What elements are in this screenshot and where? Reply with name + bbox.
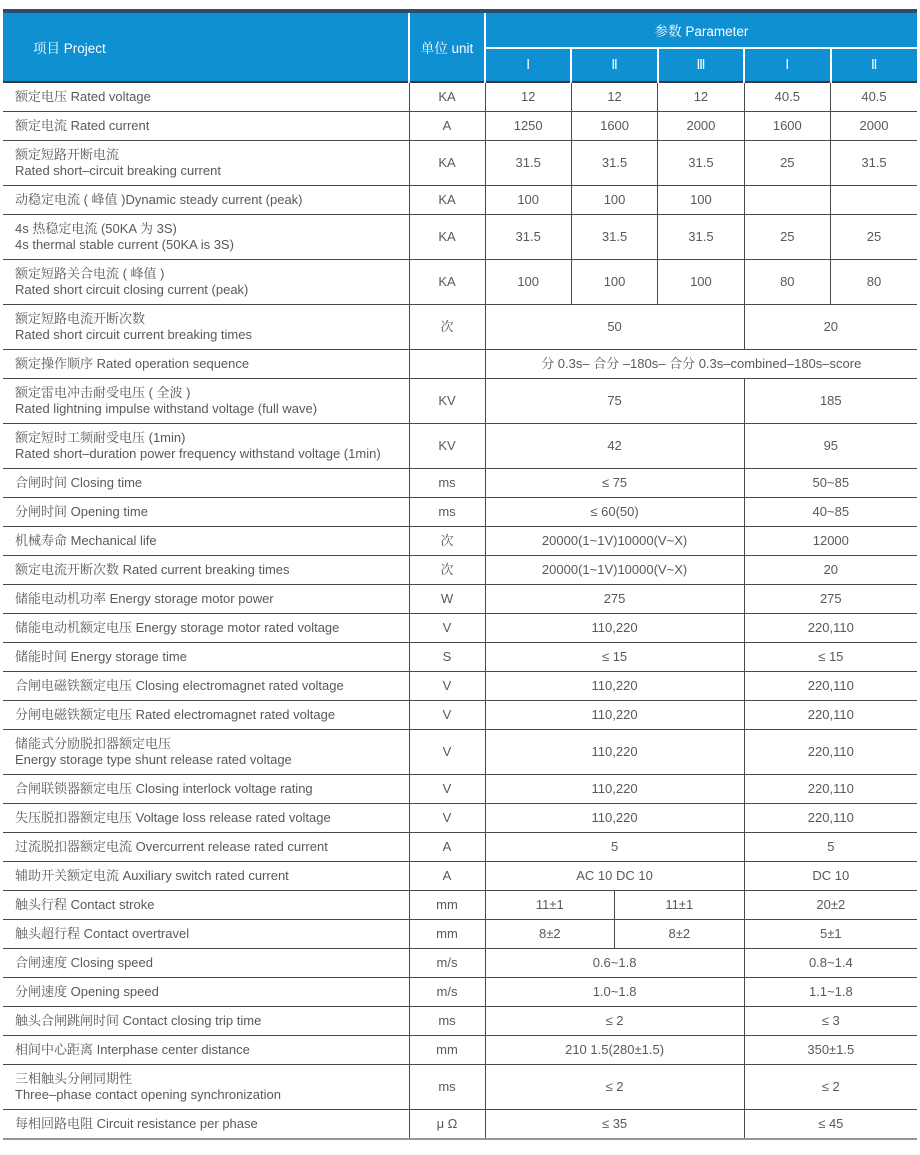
- table-row: [3, 862, 917, 891]
- row-value: 110,220: [485, 730, 744, 775]
- row-value: 11±1: [485, 891, 615, 920]
- row-unit: ms: [409, 469, 485, 498]
- row-value: 2000: [658, 112, 744, 141]
- row-value: 220,110: [744, 804, 917, 833]
- row-unit: V: [409, 804, 485, 833]
- row-value: 31.5: [485, 141, 571, 186]
- row-value: 220,110: [744, 730, 917, 775]
- row-label: 4s 热稳定电流 (50KA 为 3S) 4s thermal stable current (50KA is 3S): [3, 215, 409, 260]
- row-value: 25: [744, 141, 830, 186]
- row-value: 31.5: [571, 141, 657, 186]
- row-unit: KV: [409, 379, 485, 424]
- row-value: 25: [744, 215, 830, 260]
- row-label: 额定短路开断电流 Rated short–circuit breaking current: [3, 141, 409, 186]
- table-row: [3, 556, 917, 585]
- header-unit-cell: 单位 unit: [409, 11, 485, 82]
- spec-table: [3, 9, 917, 1140]
- header-subcol-4: Ⅰ: [744, 48, 830, 82]
- table-row: [3, 730, 917, 775]
- table-row: [3, 1007, 917, 1036]
- row-unit: mm: [409, 920, 485, 949]
- table-row: [3, 891, 917, 920]
- table-row: [3, 424, 917, 469]
- row-value: 75: [485, 379, 744, 424]
- row-label: 三相触头分闸同期性 Three–phase contact opening synchronization: [3, 1065, 409, 1110]
- row-value: [744, 186, 830, 215]
- row-value: 50~85: [744, 469, 917, 498]
- row-label: 储能式分励脱扣器额定电压 Energy storage type shunt release rated voltage: [3, 730, 409, 775]
- row-unit: ms: [409, 1065, 485, 1110]
- row-value: 100: [571, 260, 657, 305]
- row-value: 2000: [831, 112, 918, 141]
- row-value: 0.8~1.4: [744, 949, 917, 978]
- row-value: DC 10: [744, 862, 917, 891]
- table-row: [3, 215, 917, 260]
- row-value: 100: [571, 186, 657, 215]
- row-value: 31.5: [571, 215, 657, 260]
- row-label: 储能时间 Energy storage time: [3, 643, 409, 672]
- table-row: [3, 186, 917, 215]
- header-project-cell: 项目 Project: [3, 11, 409, 82]
- row-value: 0.6~1.8: [485, 949, 744, 978]
- row-value: 31.5: [485, 215, 571, 260]
- table-row: [3, 978, 917, 1007]
- row-label: 机械寿命 Mechanical life: [3, 527, 409, 556]
- table-row: [3, 141, 917, 186]
- row-label: 触头合闸跳闸时间 Contact closing trip time: [3, 1007, 409, 1036]
- row-value: ≤ 60(50): [485, 498, 744, 527]
- table-row: [3, 498, 917, 527]
- row-value: ≤ 35: [485, 1110, 744, 1140]
- row-value: ≤ 75: [485, 469, 744, 498]
- table-row: [3, 305, 917, 350]
- header-row-main: [3, 11, 917, 48]
- row-unit: ms: [409, 498, 485, 527]
- row-label: 合闸时间 Closing time: [3, 469, 409, 498]
- table-row: [3, 920, 917, 949]
- row-unit: V: [409, 775, 485, 804]
- header-subcol-1: Ⅰ: [485, 48, 571, 82]
- row-value: 40.5: [744, 82, 830, 112]
- row-value: 31.5: [658, 141, 744, 186]
- table-row: [3, 527, 917, 556]
- row-label: 额定电压 Rated voltage: [3, 82, 409, 112]
- row-unit: V: [409, 730, 485, 775]
- table-row: [3, 701, 917, 730]
- row-value: 110,220: [485, 775, 744, 804]
- row-label: 额定短路电流开断次数 Rated short circuit current breaking times: [3, 305, 409, 350]
- row-unit: KV: [409, 424, 485, 469]
- row-value: 12000: [744, 527, 917, 556]
- row-unit: S: [409, 643, 485, 672]
- row-unit: 次: [409, 305, 485, 350]
- row-value: ≤ 2: [485, 1007, 744, 1036]
- table-row: [3, 469, 917, 498]
- row-label: 额定电流 Rated current: [3, 112, 409, 141]
- row-value: 分 0.3s– 合分 –180s– 合分 0.3s–combined–180s–score: [485, 350, 917, 379]
- row-value: ≤ 15: [744, 643, 917, 672]
- header-subcol-5: Ⅱ: [831, 48, 918, 82]
- row-label: 辅助开关额定电流 Auxiliary switch rated current: [3, 862, 409, 891]
- row-label: 额定电流开断次数 Rated current breaking times: [3, 556, 409, 585]
- row-label: 储能电动机功率 Energy storage motor power: [3, 585, 409, 614]
- table-row: [3, 585, 917, 614]
- row-unit: mm: [409, 891, 485, 920]
- header-parameter-cell: 参数 Parameter: [485, 11, 917, 48]
- table-row: [3, 1065, 917, 1110]
- table-row: [3, 112, 917, 141]
- row-label: 额定操作顺序 Rated operation sequence: [3, 350, 409, 379]
- row-unit: 次: [409, 527, 485, 556]
- table-row: [3, 672, 917, 701]
- row-unit: V: [409, 672, 485, 701]
- row-value: 8±2: [485, 920, 615, 949]
- row-value: 80: [744, 260, 830, 305]
- table-row: [3, 1036, 917, 1065]
- row-value: 100: [485, 260, 571, 305]
- row-value: 210 1.5(280±1.5): [485, 1036, 744, 1065]
- row-value: 40~85: [744, 498, 917, 527]
- row-value: 50: [485, 305, 744, 350]
- row-unit: A: [409, 112, 485, 141]
- row-value: 110,220: [485, 672, 744, 701]
- row-value: AC 10 DC 10: [485, 862, 744, 891]
- row-value: 350±1.5: [744, 1036, 917, 1065]
- row-unit: [409, 350, 485, 379]
- table-row: [3, 1110, 917, 1140]
- row-value: 100: [485, 186, 571, 215]
- row-unit: 次: [409, 556, 485, 585]
- table-body: [3, 82, 917, 1139]
- row-label: 分闸电磁铁额定电压 Rated electromagnet rated voltage: [3, 701, 409, 730]
- table-row: [3, 949, 917, 978]
- row-value: 80: [831, 260, 918, 305]
- row-value: ≤ 2: [744, 1065, 917, 1110]
- row-value: 275: [485, 585, 744, 614]
- row-value: 12: [658, 82, 744, 112]
- row-unit: V: [409, 614, 485, 643]
- row-value: 220,110: [744, 614, 917, 643]
- row-unit: μ Ω: [409, 1110, 485, 1140]
- header-subcol-2: Ⅱ: [571, 48, 657, 82]
- row-label: 触头行程 Contact stroke: [3, 891, 409, 920]
- row-unit: KA: [409, 260, 485, 305]
- row-value: 31.5: [831, 141, 918, 186]
- row-value: 20: [744, 556, 917, 585]
- row-value: [831, 186, 918, 215]
- row-value: 1600: [744, 112, 830, 141]
- row-unit: V: [409, 701, 485, 730]
- row-unit: W: [409, 585, 485, 614]
- row-label: 合闸速度 Closing speed: [3, 949, 409, 978]
- row-label: 每相回路电阻 Circuit resistance per phase: [3, 1110, 409, 1140]
- row-unit: KA: [409, 215, 485, 260]
- row-label: 失压脱扣器额定电压 Voltage loss release rated voltage: [3, 804, 409, 833]
- row-value: 42: [485, 424, 744, 469]
- table-row: [3, 350, 917, 379]
- table-row: [3, 614, 917, 643]
- table-row: [3, 260, 917, 305]
- row-value: 110,220: [485, 804, 744, 833]
- row-unit: KA: [409, 186, 485, 215]
- row-value: 11±1: [615, 891, 745, 920]
- header-subcol-3: Ⅲ: [658, 48, 744, 82]
- row-value: ≤ 2: [485, 1065, 744, 1110]
- row-value: 5: [744, 833, 917, 862]
- row-value: 5±1: [744, 920, 917, 949]
- row-value: 1.1~1.8: [744, 978, 917, 1007]
- row-value: 110,220: [485, 701, 744, 730]
- row-value: ≤ 45: [744, 1110, 917, 1140]
- row-unit: mm: [409, 1036, 485, 1065]
- row-value: 95: [744, 424, 917, 469]
- row-label: 额定雷电冲击耐受电压 ( 全波 ) Rated lightning impulse withstand voltage (full wave): [3, 379, 409, 424]
- row-unit: KA: [409, 141, 485, 186]
- row-label: 过流脱扣器额定电流 Overcurrent release rated current: [3, 833, 409, 862]
- row-label: 额定短时工频耐受电压 (1min) Rated short–duration power frequency withstand voltage (1min): [3, 424, 409, 469]
- row-value: 31.5: [658, 215, 744, 260]
- row-value: 40.5: [831, 82, 918, 112]
- row-label: 储能电动机额定电压 Energy storage motor rated voltage: [3, 614, 409, 643]
- row-value: ≤ 15: [485, 643, 744, 672]
- row-value: 275: [744, 585, 917, 614]
- row-value: 220,110: [744, 701, 917, 730]
- row-label: 额定短路关合电流 ( 峰值 ) Rated short circuit closing current (peak): [3, 260, 409, 305]
- row-value: 20: [744, 305, 917, 350]
- row-unit: m/s: [409, 978, 485, 1007]
- row-value: 5: [485, 833, 744, 862]
- row-value: 220,110: [744, 775, 917, 804]
- row-label: 分闸时间 Opening time: [3, 498, 409, 527]
- row-value: 220,110: [744, 672, 917, 701]
- row-value: 100: [658, 186, 744, 215]
- row-value: 185: [744, 379, 917, 424]
- row-unit: m/s: [409, 949, 485, 978]
- row-label: 动稳定电流 ( 峰值 )Dynamic steady current (peak): [3, 186, 409, 215]
- row-value: 20000(1~1V)10000(V~X): [485, 556, 744, 585]
- row-unit: ms: [409, 1007, 485, 1036]
- table-row: [3, 379, 917, 424]
- row-value: ≤ 3: [744, 1007, 917, 1036]
- row-value: 20000(1~1V)10000(V~X): [485, 527, 744, 556]
- row-label: 合闸电磁铁额定电压 Closing electromagnet rated voltage: [3, 672, 409, 701]
- table-row: [3, 833, 917, 862]
- row-value: 110,220: [485, 614, 744, 643]
- row-value: 12: [485, 82, 571, 112]
- row-value: 1.0~1.8: [485, 978, 744, 1007]
- table-row: [3, 804, 917, 833]
- row-unit: KA: [409, 82, 485, 112]
- row-value: 100: [658, 260, 744, 305]
- row-value: 1600: [571, 112, 657, 141]
- row-value: 25: [831, 215, 918, 260]
- row-value: 8±2: [615, 920, 745, 949]
- row-label: 触头超行程 Contact overtravel: [3, 920, 409, 949]
- row-value: 12: [571, 82, 657, 112]
- table-row: [3, 643, 917, 672]
- row-label: 相间中心距离 Interphase center distance: [3, 1036, 409, 1065]
- table-row: [3, 775, 917, 804]
- row-label: 分闸速度 Opening speed: [3, 978, 409, 1007]
- row-unit: A: [409, 862, 485, 891]
- row-value: 1250: [485, 112, 571, 141]
- row-value: 20±2: [744, 891, 917, 920]
- row-label: 合闸联锁器额定电压 Closing interlock voltage rating: [3, 775, 409, 804]
- table-row: [3, 82, 917, 112]
- row-unit: A: [409, 833, 485, 862]
- table-header: [3, 11, 917, 82]
